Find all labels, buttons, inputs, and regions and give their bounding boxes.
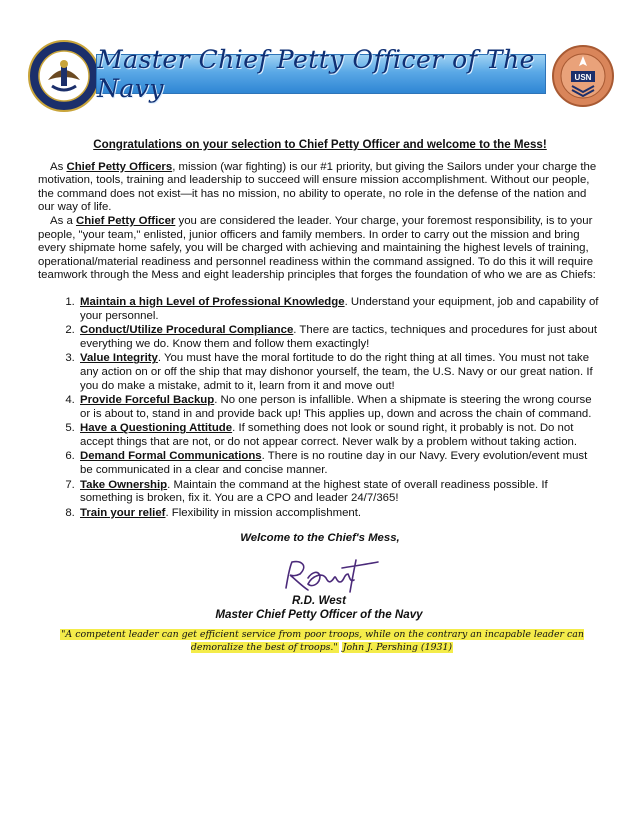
principle-4	[78, 394, 602, 421]
letter-heading: Congratulations on your selection to Chief Petty Officer and welcome to the Mess!	[93, 138, 547, 151]
signer-name: R.D. West	[292, 594, 346, 607]
handwritten-signature	[278, 556, 382, 596]
p1-term: Chief Petty Officers	[66, 160, 173, 173]
p1-pre: As	[50, 160, 67, 173]
principle-6	[78, 450, 602, 477]
principle-2	[78, 324, 602, 351]
principle-text: . Understand your equipment, job and capability of your personnel.	[80, 295, 599, 322]
principle-text: . No one person is infallible. When a shipmate is steering the wrong course or is about to, stand in and provide back up! This applies up, down and across the chain of command.	[80, 394, 592, 420]
paragraph-2	[38, 215, 602, 283]
principle-text: . You must have the moral fortitude to do the right thing at all times. You must not take any action on or off the ship that may dishonor yourself, the team, the U.S. Navy or our great nation. If you do make a mistake, admit to it, learn from it and move out!	[80, 352, 593, 392]
p2-pre: As a	[50, 214, 76, 227]
leadership-principles-list	[38, 296, 602, 521]
department-of-the-navy-seal-icon	[28, 40, 100, 112]
principle-1	[78, 296, 602, 323]
paragraph-1	[38, 161, 602, 215]
signer-title: Master Chief Petty Officer of the Navy	[215, 608, 423, 621]
principle-title: Provide Forceful Backup	[80, 394, 215, 407]
letterhead	[28, 40, 614, 112]
closing-line: Welcome to the Chief's Mess,	[240, 532, 400, 545]
principle-text: . There are tactics, techniques and procedures for just about everything we do. Know them and follow them exactingly!	[80, 324, 598, 350]
p2-term: Chief Petty Officer	[75, 214, 176, 227]
mcpon-rating-badge-icon	[552, 42, 614, 110]
pershing-quote	[42, 628, 602, 654]
badge-usn-text: USN	[574, 73, 592, 82]
principle-title: Maintain a high Level of Professional Knowledge	[80, 295, 345, 308]
principle-7	[78, 479, 602, 506]
principle-title: Take Ownership	[80, 478, 168, 491]
principle-title: Demand Formal Communications	[80, 450, 262, 463]
quote-text: "A competent leader can get efficient service from poor troops, while on the contrary an incapable leader can demoralize the best of troops."	[61, 629, 584, 653]
principle-8	[78, 507, 602, 521]
principle-title: Value Integrity	[80, 352, 158, 365]
letter-body	[38, 138, 602, 546]
quote-author: John J. Pershing (1931)	[342, 642, 453, 653]
principle-title: Conduct/Utilize Procedural Compliance	[80, 324, 294, 337]
principle-5	[78, 422, 602, 449]
p2-rest: you are considered the leader. Your charge, your foremost responsibility, is to your people, "your team," enlisted, junior officers and family members. In order to carry out the mission and bring every shipmate home safely, you will be charged with achieving and maintaining the highest levels of training, operational/material readiness and personnel readiness within the command assigned. To do this it will require teamwork through the Mess and eight leadership principles that forges the foundation of who we are as Chiefs:	[38, 214, 596, 282]
principle-title: Train your relief	[80, 506, 166, 519]
principle-text: . Maintain the command at the highest state of overall readiness possible. If something is broken, fix it. You are a CPO and leader 24/7/365!	[80, 478, 548, 505]
p1-rest: , mission (war fighting) is our #1 priority, but giving the Sailors under your charge the motivation, tools, training and leadership to succeed will ensure mission accomplishment. Without our people, the command does not exist—it has no mission, no ability to operate, no role in the defense of the nation and our way of life.	[38, 160, 597, 214]
principle-text: . Flexibility in mission accomplishment.	[165, 506, 362, 519]
principle-title: Have a Questioning Attitude	[80, 422, 233, 435]
title-banner	[96, 45, 546, 103]
principle-text: . If something does not look or sound right, it probably is not. Do not accept things that are not, or do not appear correct. Never walk by a problem without taking action.	[80, 422, 578, 448]
principle-3	[78, 352, 602, 393]
banner-title: Master Chief Petty Officer of The Navy	[97, 45, 535, 103]
principle-text: . There is no routine day in our Navy. Every evolution/event must be communicated in a clear and concise manner.	[80, 450, 588, 477]
